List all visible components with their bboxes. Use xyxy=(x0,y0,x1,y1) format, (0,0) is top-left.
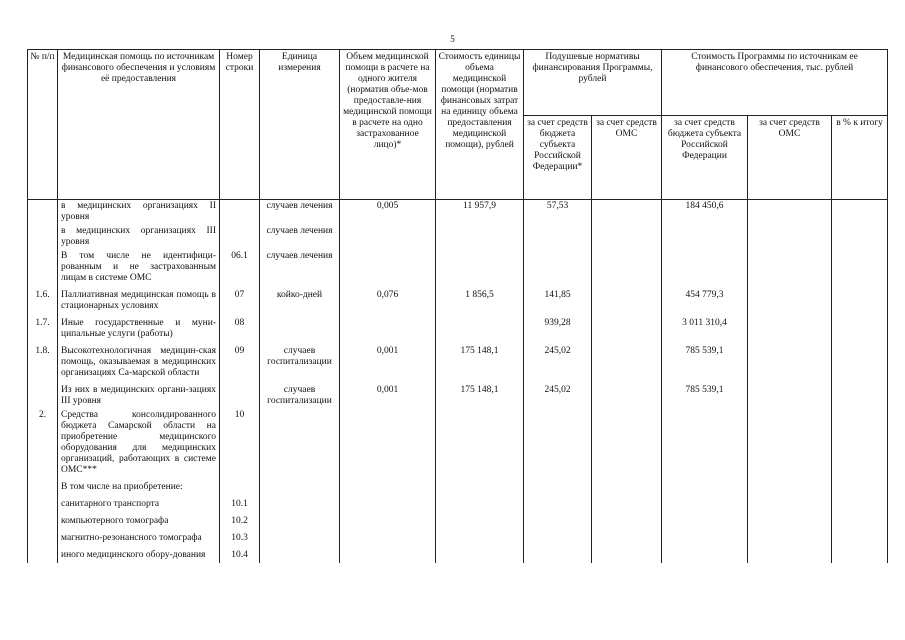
header-percap: Подушевые нормативы финансирования Программы, рублей xyxy=(524,50,662,116)
cell-percap-oms xyxy=(592,495,662,512)
cell-total-pct xyxy=(832,314,888,342)
cell-cost: 175 148,1 xyxy=(436,381,524,409)
header-volume: Объем медицинской помощи в расчете на одного жителя (норматив объе-мов предоставле-ния медицинской помощи в расчете на одно застрахованное лицо)* xyxy=(340,50,436,200)
cell-percap-budget: 245,02 xyxy=(524,342,592,381)
cell-total-oms xyxy=(748,200,832,226)
cell-total-pct xyxy=(832,381,888,409)
cell-no: 1.7. xyxy=(28,314,58,342)
cell-name: Из них в медицинских органи-зациях III уровня xyxy=(58,381,220,409)
header-percap-oms: за счет средств ОМС xyxy=(592,116,662,200)
cell-total-budget xyxy=(662,495,748,512)
cell-volume: 0,005 xyxy=(340,200,436,226)
cell-line: 08 xyxy=(220,314,260,342)
header-total-oms: за счет средств ОМС xyxy=(748,116,832,200)
cell-total-oms xyxy=(748,512,832,529)
cell-cost xyxy=(436,314,524,342)
header-name: Медицинская помощь по источникам финансового обеспечения и условиям её предоставления xyxy=(58,50,220,200)
cell-percap-oms xyxy=(592,529,662,546)
cell-percap-budget xyxy=(524,225,592,250)
cell-volume xyxy=(340,529,436,546)
cell-name: санитарного транспорта xyxy=(58,495,220,512)
cell-percap-budget: 245,02 xyxy=(524,381,592,409)
cell-total-pct xyxy=(832,200,888,226)
table-row xyxy=(28,286,888,314)
table-row xyxy=(28,512,888,529)
cell-total-oms xyxy=(748,529,832,546)
cell-volume xyxy=(340,478,436,495)
cell-percap-oms xyxy=(592,225,662,250)
header-unit: Единица измерения xyxy=(260,50,340,200)
cell-cost xyxy=(436,250,524,286)
cell-no xyxy=(28,546,58,563)
cell-total-budget xyxy=(662,225,748,250)
cell-volume xyxy=(340,225,436,250)
cell-unit xyxy=(260,529,340,546)
header-total-pct: в % к итогу xyxy=(832,116,888,200)
cell-cost: 175 148,1 xyxy=(436,342,524,381)
cell-no xyxy=(28,250,58,286)
cell-total-oms xyxy=(748,409,832,478)
cell-line: 10.2 xyxy=(220,512,260,529)
cell-line: 09 xyxy=(220,342,260,381)
cell-total-oms xyxy=(748,381,832,409)
cell-name: иного медицинского обору-дования xyxy=(58,546,220,563)
cell-total-pct xyxy=(832,342,888,381)
cell-percap-oms xyxy=(592,286,662,314)
cell-line: 10 xyxy=(220,409,260,478)
cell-percap-budget: 57,53 xyxy=(524,200,592,226)
cell-no xyxy=(28,512,58,529)
cell-total-pct xyxy=(832,529,888,546)
cell-name: Средства консолидированного бюджета Самарской области на приобретение медицинского оборудования для медицинских организаций, работающих в системе ОМС*** xyxy=(58,409,220,478)
cell-cost xyxy=(436,546,524,563)
cell-name: в медицинских организациях III уровня xyxy=(58,225,220,250)
cell-percap-oms xyxy=(592,314,662,342)
cell-no xyxy=(28,381,58,409)
cell-name: Высокотехнологичная медицин-ская помощь, оказываемая в медицинских организациях Са-марской области xyxy=(58,342,220,381)
cell-volume xyxy=(340,314,436,342)
cell-total-budget: 785 539,1 xyxy=(662,342,748,381)
table-body xyxy=(28,200,888,564)
table-row xyxy=(28,546,888,563)
cell-total-budget xyxy=(662,250,748,286)
cell-no xyxy=(28,225,58,250)
header-total-budget: за счет средств бюджета субъекта Российской Федерации xyxy=(662,116,748,200)
cell-percap-oms xyxy=(592,250,662,286)
cell-percap-oms xyxy=(592,342,662,381)
cell-percap-budget xyxy=(524,546,592,563)
cell-unit: койко-дней xyxy=(260,286,340,314)
cell-volume xyxy=(340,250,436,286)
cell-unit: случаев госпитализации xyxy=(260,381,340,409)
cell-percap-oms xyxy=(592,546,662,563)
cell-unit xyxy=(260,546,340,563)
table-row xyxy=(28,200,888,226)
cell-unit: случаев госпитализации xyxy=(260,342,340,381)
cell-unit xyxy=(260,314,340,342)
cell-total-budget: 454 779,3 xyxy=(662,286,748,314)
table-row xyxy=(28,314,888,342)
cell-total-budget: 3 011 310,4 xyxy=(662,314,748,342)
cell-percap-budget xyxy=(524,250,592,286)
cell-line: 10.1 xyxy=(220,495,260,512)
cell-total-pct xyxy=(832,495,888,512)
cell-volume xyxy=(340,546,436,563)
cell-percap-oms xyxy=(592,381,662,409)
cell-cost xyxy=(436,529,524,546)
cell-total-pct xyxy=(832,409,888,478)
cell-total-budget xyxy=(662,512,748,529)
cell-cost xyxy=(436,495,524,512)
cell-name: компьютерного томографа xyxy=(58,512,220,529)
cell-unit xyxy=(260,478,340,495)
cell-cost: 11 957,9 xyxy=(436,200,524,226)
cell-volume xyxy=(340,409,436,478)
cell-total-budget xyxy=(662,478,748,495)
cell-cost: 1 856,5 xyxy=(436,286,524,314)
cell-percap-budget xyxy=(524,478,592,495)
cell-percap-budget xyxy=(524,529,592,546)
cell-unit: случаев лечения xyxy=(260,200,340,226)
cell-total-oms xyxy=(748,546,832,563)
program-cost-table xyxy=(27,49,888,563)
cell-total-pct xyxy=(832,225,888,250)
cell-percap-budget xyxy=(524,409,592,478)
cell-line xyxy=(220,478,260,495)
table-row xyxy=(28,342,888,381)
cell-percap-oms xyxy=(592,478,662,495)
cell-no: 2. xyxy=(28,409,58,478)
cell-percap-oms xyxy=(592,409,662,478)
cell-line xyxy=(220,200,260,226)
header-total: Стоимость Программы по источникам ее финансового обеспечения, тыс. рублей xyxy=(662,50,888,116)
cell-no: 1.6. xyxy=(28,286,58,314)
header-line: Номер строки xyxy=(220,50,260,200)
cell-percap-oms xyxy=(592,200,662,226)
cell-total-oms xyxy=(748,286,832,314)
cell-percap-budget: 141,85 xyxy=(524,286,592,314)
page-number: 5 xyxy=(450,34,455,44)
cell-no xyxy=(28,478,58,495)
cell-unit xyxy=(260,495,340,512)
cell-unit: случаев лечения xyxy=(260,225,340,250)
cell-unit xyxy=(260,409,340,478)
cell-line: 07 xyxy=(220,286,260,314)
table-row xyxy=(28,478,888,495)
cell-cost xyxy=(436,512,524,529)
cell-total-budget: 184 450,6 xyxy=(662,200,748,226)
cell-no xyxy=(28,529,58,546)
cell-total-pct xyxy=(832,286,888,314)
cell-cost xyxy=(436,409,524,478)
cell-line xyxy=(220,225,260,250)
header-cost: Стоимость единицы объема медицинской помощи (норматив финансовых затрат на единицу объема предоставления медицинской помощи), рублей xyxy=(436,50,524,200)
cell-total-budget xyxy=(662,529,748,546)
cell-total-oms xyxy=(748,478,832,495)
cell-cost xyxy=(436,478,524,495)
cell-name: Паллиативная медицинская помощь в стационарных условиях xyxy=(58,286,220,314)
cell-total-pct xyxy=(832,512,888,529)
cell-total-pct xyxy=(832,250,888,286)
cell-no xyxy=(28,495,58,512)
cell-name: Иные государственные и муни-ципальные услуги (работы) xyxy=(58,314,220,342)
header-no: № п/п xyxy=(28,50,58,200)
cell-name: В том числе не идентифици-рованным и не застрахованным лицам в системе ОМС xyxy=(58,250,220,286)
cell-line: 06.1 xyxy=(220,250,260,286)
cell-name: в медицинских организациях II уровня xyxy=(58,200,220,226)
cell-percap-budget xyxy=(524,512,592,529)
table-row xyxy=(28,225,888,250)
cell-name: магнитно-резонансного томографа xyxy=(58,529,220,546)
cell-total-pct xyxy=(832,546,888,563)
cell-total-budget xyxy=(662,546,748,563)
cell-total-budget: 785 539,1 xyxy=(662,381,748,409)
cell-cost xyxy=(436,225,524,250)
cell-no: 1.8. xyxy=(28,342,58,381)
cell-unit: случаев лечения xyxy=(260,250,340,286)
table-row xyxy=(28,529,888,546)
header-percap-budget: за счет средств бюджета субъекта Российской Федерации* xyxy=(524,116,592,200)
table-row xyxy=(28,495,888,512)
cell-line xyxy=(220,381,260,409)
cell-volume xyxy=(340,495,436,512)
table-row xyxy=(28,381,888,409)
cell-percap-budget: 939,28 xyxy=(524,314,592,342)
cell-total-oms xyxy=(748,314,832,342)
cell-percap-oms xyxy=(592,512,662,529)
cell-volume xyxy=(340,512,436,529)
cell-total-oms xyxy=(748,250,832,286)
cell-volume: 0,001 xyxy=(340,381,436,409)
cell-volume: 0,076 xyxy=(340,286,436,314)
cell-line: 10.4 xyxy=(220,546,260,563)
cell-volume: 0,001 xyxy=(340,342,436,381)
cell-total-oms xyxy=(748,495,832,512)
table-header xyxy=(28,50,888,200)
cell-line: 10.3 xyxy=(220,529,260,546)
table-row xyxy=(28,409,888,478)
cell-total-oms xyxy=(748,342,832,381)
cell-total-pct xyxy=(832,478,888,495)
cell-unit xyxy=(260,512,340,529)
cell-percap-budget xyxy=(524,495,592,512)
cell-name: В том числе на приобретение: xyxy=(58,478,220,495)
cell-total-oms xyxy=(748,225,832,250)
table-row xyxy=(28,250,888,286)
cell-no xyxy=(28,200,58,226)
cell-total-budget xyxy=(662,409,748,478)
